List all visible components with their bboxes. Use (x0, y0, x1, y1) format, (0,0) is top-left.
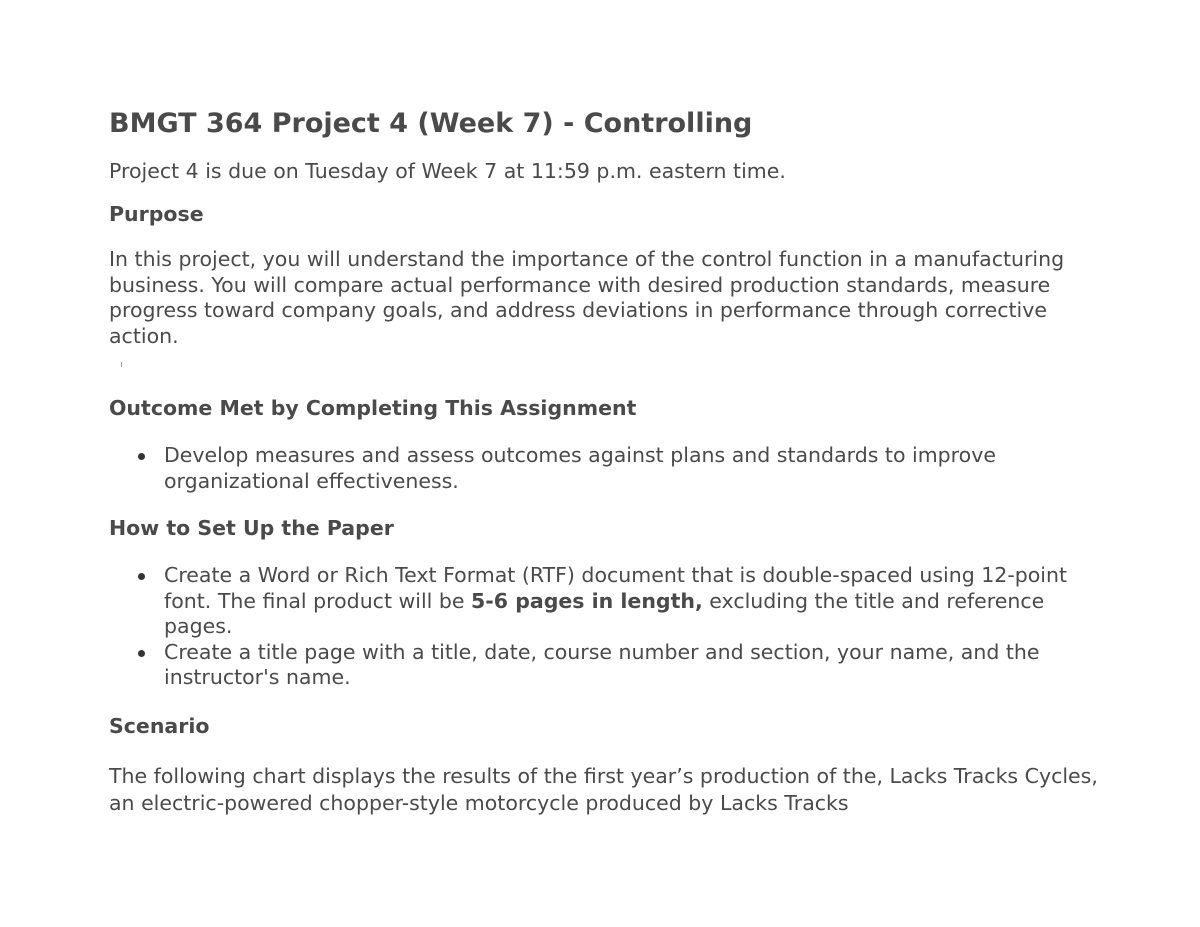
setup-item-2-text: Create a title page with a title, date, course number and section, your name, and the instructor's name. (164, 639, 1040, 689)
bullet-icon (138, 650, 145, 657)
document-title: BMGT 364 Project 4 (Week 7) - Controlling (109, 108, 753, 139)
list-item (109, 443, 1099, 494)
scenario-paragraph: The following chart displays the results of the first year’s production of the, Lacks Tracks Cycles, an electric-powered chopper-style motorcycle produced by Lacks Tracks (109, 764, 1098, 815)
page-length-emphasis: 5-6 pages in length, (471, 588, 703, 613)
list-item (109, 640, 1099, 691)
setup-item-1-text-start: Create a Word or Rich Text Format (RTF) document that is double-spaced using 12-point font. The final product will be (164, 563, 1068, 613)
setup-item-1-text-end: excluding the title and reference pages. (164, 588, 1045, 638)
stray-mark (121, 362, 122, 367)
purpose-heading: Purpose (109, 202, 204, 226)
setup-heading: How to Set Up the Paper (109, 516, 394, 540)
due-date-line: Project 4 is due on Tuesday of Week 7 at 11:59 p.m. eastern time. (109, 159, 786, 183)
outcome-item-text: Develop measures and assess outcomes against plans and standards to improve organizational effectiveness. (164, 443, 996, 493)
scenario-heading: Scenario (109, 714, 210, 738)
bullet-icon (138, 573, 145, 580)
outcome-heading: Outcome Met by Completing This Assignment (109, 396, 637, 420)
bullet-icon (138, 453, 145, 460)
list-item (109, 563, 1099, 640)
outcome-list (109, 443, 1099, 494)
purpose-paragraph: In this project, you will understand the importance of the control function in a manufacturing business. You will compare actual performance with desired production standards, measure progress toward company goals, and address deviations in performance through corrective action. (109, 247, 1065, 348)
setup-list (109, 563, 1099, 691)
